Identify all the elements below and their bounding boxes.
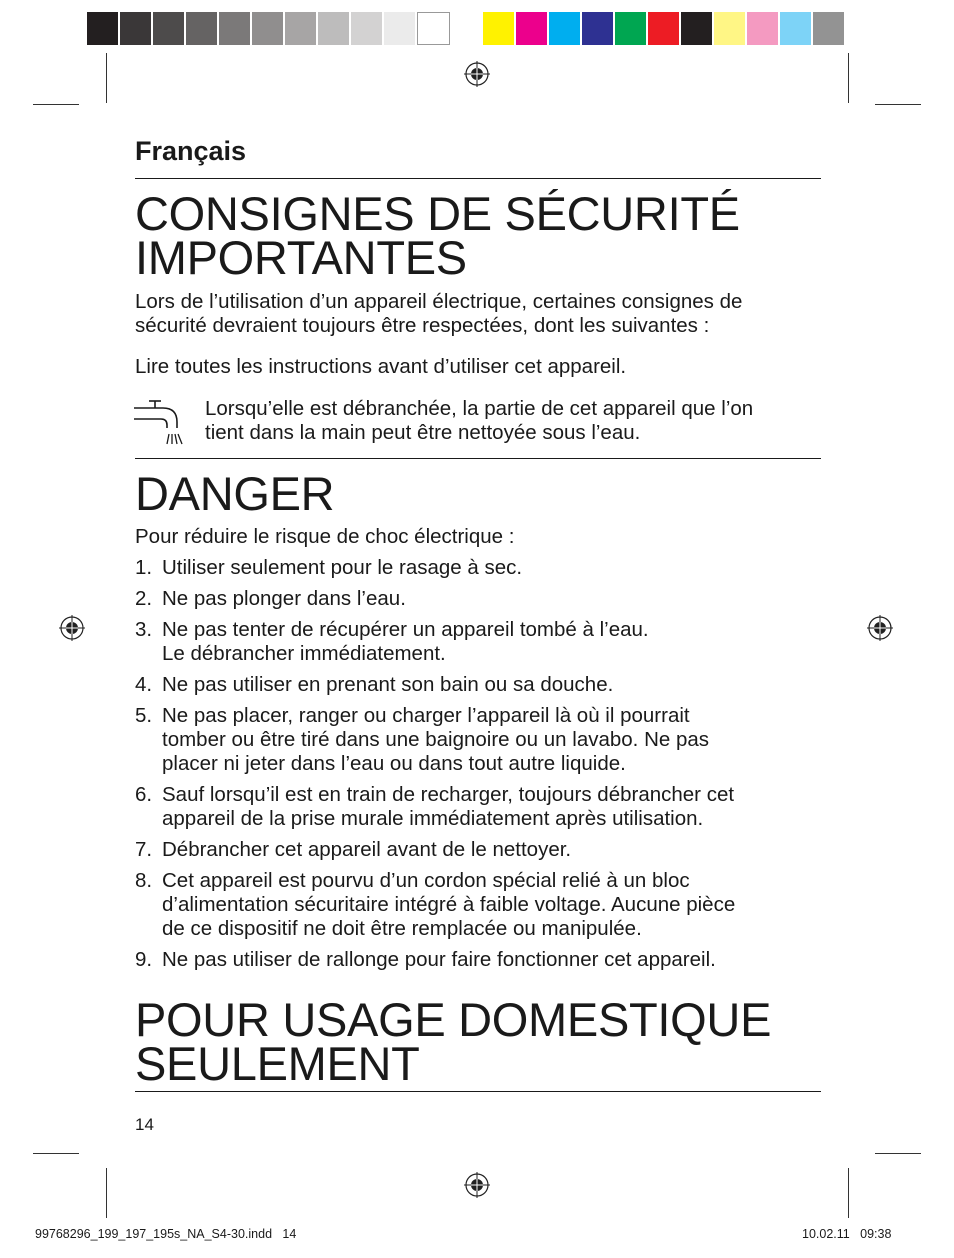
print-timestamp: 10.02.11 09:38 bbox=[802, 1227, 892, 1241]
crop-mark bbox=[848, 1168, 849, 1218]
intro-line: sécurité devraient toujours être respectées, dont les suivantes : bbox=[135, 314, 710, 337]
list-item-line: d’alimentation sécuritaire intégré à faible voltage. Aucune pièce bbox=[162, 893, 736, 916]
list-item-number: 6. bbox=[135, 783, 153, 806]
list-item-line: Cet appareil est pourvu d’un cordon spécial relié à un bloc bbox=[162, 869, 690, 892]
file-slug: 99768296_199_197_195s_NA_S4-30.indd 14 bbox=[35, 1227, 297, 1241]
list-item-line: Ne pas plonger dans l’eau. bbox=[162, 587, 406, 610]
gray-swatch bbox=[417, 12, 450, 45]
washable-note-line: tient dans la main peut être nettoyée sous l’eau. bbox=[205, 421, 641, 444]
safety-heading bbox=[135, 187, 740, 284]
crop-mark bbox=[106, 1168, 107, 1218]
washable-note bbox=[205, 397, 820, 445]
gray-swatch bbox=[318, 12, 351, 45]
list-item-number: 9. bbox=[135, 948, 153, 971]
household-heading-line: SEULEMENT bbox=[135, 1037, 420, 1090]
list-item-text bbox=[162, 783, 825, 831]
color-swatch bbox=[582, 12, 615, 45]
intro-line: Lors de l’utilisation d’un appareil électrique, certaines consignes de bbox=[135, 290, 743, 313]
color-swatch bbox=[615, 12, 648, 45]
color-swatch bbox=[780, 12, 813, 45]
list-item-number: 8. bbox=[135, 869, 153, 892]
list-item bbox=[135, 587, 825, 611]
gray-swatch bbox=[285, 12, 318, 45]
list-item-line: Utiliser seulement pour le rasage à sec. bbox=[162, 556, 523, 579]
list-item-number: 7. bbox=[135, 838, 153, 861]
crop-mark bbox=[106, 53, 107, 103]
list-item-line: Ne pas utiliser en prenant son bain ou sa douche. bbox=[162, 673, 614, 696]
color-swatch bbox=[516, 12, 549, 45]
divider bbox=[135, 178, 821, 179]
list-item-number: 1. bbox=[135, 556, 153, 579]
crop-mark bbox=[848, 53, 849, 103]
list-item-line: Débrancher cet appareil avant de le nettoyer. bbox=[162, 838, 572, 861]
color-swatch bbox=[648, 12, 681, 45]
list-item-line: appareil de la prise murale immédiatement après utilisation. bbox=[162, 807, 704, 830]
read-instructions: Lire toutes les instructions avant d’utiliser cet appareil. bbox=[135, 355, 627, 378]
list-item bbox=[135, 838, 825, 862]
list-item bbox=[135, 869, 825, 941]
gray-swatch bbox=[120, 12, 153, 45]
list-item-text bbox=[162, 618, 825, 666]
crop-mark bbox=[33, 1153, 79, 1154]
list-item bbox=[135, 673, 825, 697]
list-item bbox=[135, 556, 825, 580]
safety-heading-line: CONSIGNES DE SÉCURITÉ bbox=[135, 187, 740, 240]
crop-mark bbox=[875, 104, 921, 105]
danger-heading: DANGER bbox=[135, 467, 335, 520]
color-swatch bbox=[681, 12, 714, 45]
list-item-text bbox=[162, 704, 825, 776]
gray-swatch bbox=[252, 12, 285, 45]
list-item-number: 3. bbox=[135, 618, 153, 641]
list-item-number: 5. bbox=[135, 704, 153, 727]
gray-swatch bbox=[384, 12, 417, 45]
page-number: 14 bbox=[135, 1115, 154, 1134]
faucet-water-icon bbox=[133, 400, 191, 446]
list-item-text bbox=[162, 556, 825, 580]
safety-heading-line: IMPORTANTES bbox=[135, 231, 467, 284]
gray-swatch bbox=[219, 12, 252, 45]
list-item-line: Sauf lorsqu’il est en train de recharger, toujours débrancher cet bbox=[162, 783, 735, 806]
gray-scale-bar bbox=[87, 12, 450, 45]
process-color-bar bbox=[483, 12, 846, 45]
list-item-line: Ne pas tenter de récupérer un appareil tombé à l’eau. bbox=[162, 618, 649, 641]
registration-mark-icon bbox=[464, 1172, 490, 1198]
list-item bbox=[135, 783, 825, 831]
list-item bbox=[135, 948, 825, 972]
color-swatch bbox=[813, 12, 846, 45]
list-item bbox=[135, 618, 825, 666]
list-item bbox=[135, 704, 825, 776]
divider bbox=[135, 1091, 821, 1092]
list-item-line: Ne pas placer, ranger ou charger l’appareil là où il pourrait bbox=[162, 704, 690, 727]
gray-swatch bbox=[186, 12, 219, 45]
registration-mark-icon bbox=[59, 615, 85, 641]
list-item-text bbox=[162, 838, 825, 862]
language-label: Français bbox=[135, 136, 247, 166]
safety-intro bbox=[135, 290, 742, 338]
color-swatch bbox=[714, 12, 747, 45]
color-swatch bbox=[483, 12, 516, 45]
gray-swatch bbox=[153, 12, 186, 45]
household-heading bbox=[135, 993, 772, 1090]
list-item-line: tomber ou être tiré dans une baignoire ou un lavabo. Ne pas bbox=[162, 728, 710, 751]
list-item-number: 2. bbox=[135, 587, 153, 610]
danger-intro: Pour réduire le risque de choc électrique : bbox=[135, 525, 515, 548]
list-item-text bbox=[162, 587, 825, 611]
gray-swatch bbox=[87, 12, 120, 45]
list-item-text bbox=[162, 869, 825, 941]
gray-swatch bbox=[351, 12, 384, 45]
list-item-line: placer ni jeter dans l’eau ou dans tout autre liquide. bbox=[162, 752, 626, 775]
danger-list bbox=[135, 556, 825, 979]
crop-mark bbox=[875, 1153, 921, 1154]
color-swatch bbox=[747, 12, 780, 45]
washable-note-line: Lorsqu’elle est débranchée, la partie de cet appareil que l’on bbox=[205, 397, 754, 420]
registration-mark-icon bbox=[464, 61, 490, 87]
registration-mark-icon bbox=[867, 615, 893, 641]
list-item-text bbox=[162, 948, 825, 972]
color-swatch bbox=[549, 12, 582, 45]
list-item-line: Le débrancher immédiatement. bbox=[162, 642, 446, 665]
list-item-line: de ce dispositif ne doit être remplacée ou manipulée. bbox=[162, 917, 642, 940]
divider bbox=[135, 458, 821, 459]
list-item-number: 4. bbox=[135, 673, 153, 696]
list-item-text bbox=[162, 673, 825, 697]
crop-mark bbox=[33, 104, 79, 105]
list-item-line: Ne pas utiliser de rallonge pour faire fonctionner cet appareil. bbox=[162, 948, 716, 971]
household-heading-line: POUR USAGE DOMESTIQUE bbox=[135, 993, 772, 1046]
